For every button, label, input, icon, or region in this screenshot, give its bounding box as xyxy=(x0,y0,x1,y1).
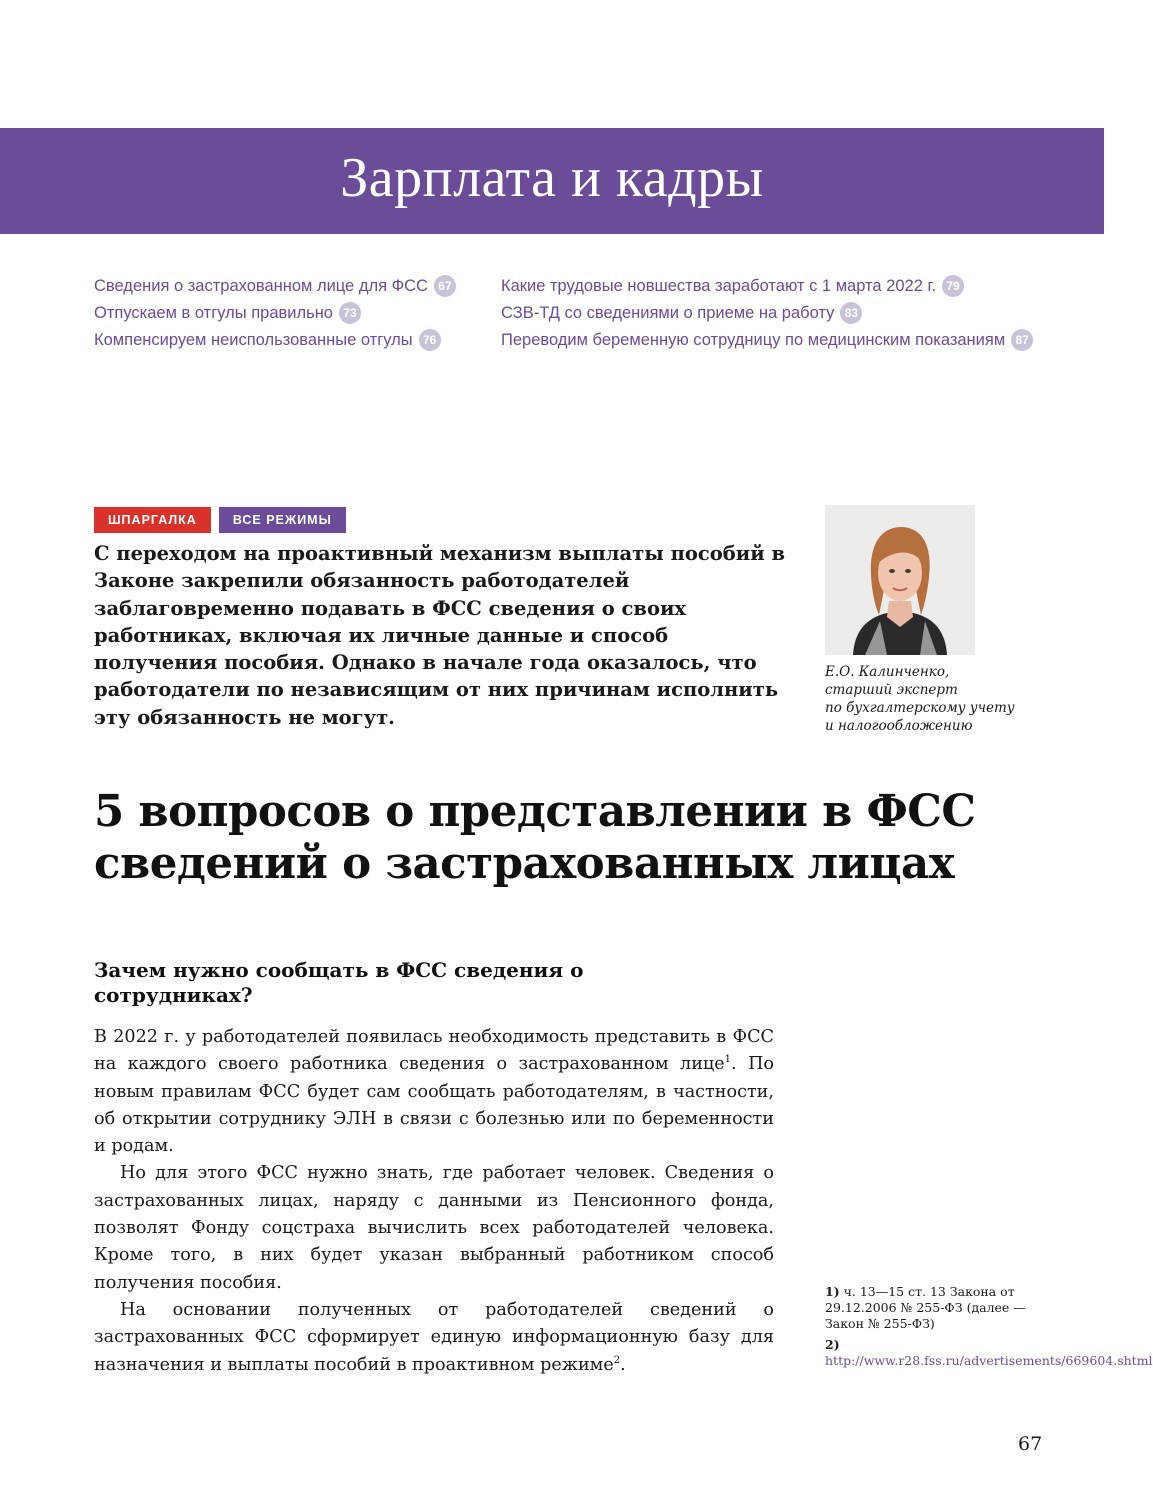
toc-page-badge: 76 xyxy=(419,329,441,351)
footnote-ref[interactable]: 1 xyxy=(724,1054,732,1066)
author-role: и налогообложению xyxy=(825,718,973,734)
author-role: старший эксперт xyxy=(825,682,958,698)
footnote-2 xyxy=(825,1337,1153,1369)
toc-item-label: Отпускаем в отгулы правильно xyxy=(94,303,333,322)
toc-item-label: Сведения о застрахованном лице для ФСС xyxy=(94,276,428,295)
toc-page-badge: 67 xyxy=(434,275,456,297)
toc-item-label: Какие трудовые новшества заработают с 1 марта 2022 г. xyxy=(501,276,937,295)
footnotes xyxy=(825,1284,1153,1374)
article-tags xyxy=(94,507,346,533)
footnote-link[interactable]: http://www.r28.fss.ru/advertisements/669604.shtml xyxy=(825,1353,1153,1368)
body-paragraph xyxy=(94,1024,774,1160)
toc-item[interactable] xyxy=(94,326,456,353)
toc-right-column xyxy=(501,272,1033,353)
author-portrait-icon xyxy=(825,505,975,655)
footnote-marker: 1) xyxy=(825,1284,840,1299)
toc-page-badge: 87 xyxy=(1011,329,1033,351)
toc-page-badge: 83 xyxy=(840,302,862,324)
toc-item-label: СЗВ-ТД со сведениями о приеме на работу xyxy=(501,303,835,322)
toc-item[interactable] xyxy=(501,272,1033,299)
section-banner xyxy=(0,128,1104,234)
page-number: 67 xyxy=(1018,1433,1043,1455)
footnote-marker: 2) xyxy=(825,1337,840,1352)
toc-left-column xyxy=(94,272,456,353)
footnote-1 xyxy=(825,1284,1055,1332)
body-text-segment: В 2022 г. у работодателей появилась необходимость представить в ФСС на каждого своего работника сведения о застрахованном лице xyxy=(94,1027,774,1075)
body-text-segment: . xyxy=(620,1354,626,1375)
article-body xyxy=(94,1024,774,1379)
footnote-ref[interactable]: 2 xyxy=(613,1354,621,1366)
section-subheading: Зачем нужно сообщать в ФСС сведения о сотрудниках? xyxy=(94,958,584,1007)
author-name: Е.О. Калинченко, xyxy=(825,664,950,680)
toc-item[interactable] xyxy=(94,272,456,299)
toc-item-label: Компенсируем неиспользованные отгулы xyxy=(94,330,413,349)
body-paragraph: Но для этого ФСС нужно знать, где работает человек. Сведения о застрахованных лицах, наряду с данными из Пенсионного фонда, позволят Фонду соцстраха вычислить всех работодателей человека. Кроме того, в них будет указан выбранный работником способ получения пособия. xyxy=(94,1163,774,1293)
toc-page-badge: 73 xyxy=(339,302,361,324)
toc-item[interactable] xyxy=(501,299,1033,326)
author-photo xyxy=(825,505,975,655)
footnote-text: ч. 13—15 ст. 13 Закона от 29.12.2006 № 255-ФЗ (далее — Закон № 255-ФЗ) xyxy=(825,1284,1026,1331)
article-lead: С переходом на проактивный механизм выплаты пособий в Законе закрепили обязанность работодателей заблаговременно подавать в ФСС сведения о своих работниках, включая их личные данные и способ получения пособия. Однако в начале года оказалось, что работодатели по независящим от них причинам исполнить эту обязанность не могут. xyxy=(94,542,786,729)
tag-all-regimes: ВСЕ РЕЖИМЫ xyxy=(219,507,346,533)
toc-page-badge: 79 xyxy=(942,275,964,297)
article-headline: 5 вопросов о представлении в ФСС сведений о застрахованных лицах xyxy=(94,786,976,889)
toc-item[interactable] xyxy=(94,299,456,326)
section-title: Зарплата и кадры xyxy=(340,147,764,209)
toc-item[interactable] xyxy=(501,326,1033,353)
body-text-segment: . По новым правилам ФСС будет сам сообщать работодателям, в частности, об открытии сотруднику ЭЛН в связи с болезнью или по беременности и родам. xyxy=(94,1054,775,1157)
body-paragraph xyxy=(94,1297,774,1379)
author-caption xyxy=(825,663,1065,735)
author-role: по бухгалтерскому учету xyxy=(825,700,1015,716)
toc-item-label: Переводим беременную сотрудницу по медицинским показаниям xyxy=(501,330,1006,349)
tag-cheatsheet: ШПАРГАЛКА xyxy=(94,507,211,533)
body-text-segment: На основании полученных от работодателей сведений о застрахованных ФСС сформирует единую информационную базу для назначения и выплаты пособий в проактивном режиме xyxy=(94,1299,774,1375)
